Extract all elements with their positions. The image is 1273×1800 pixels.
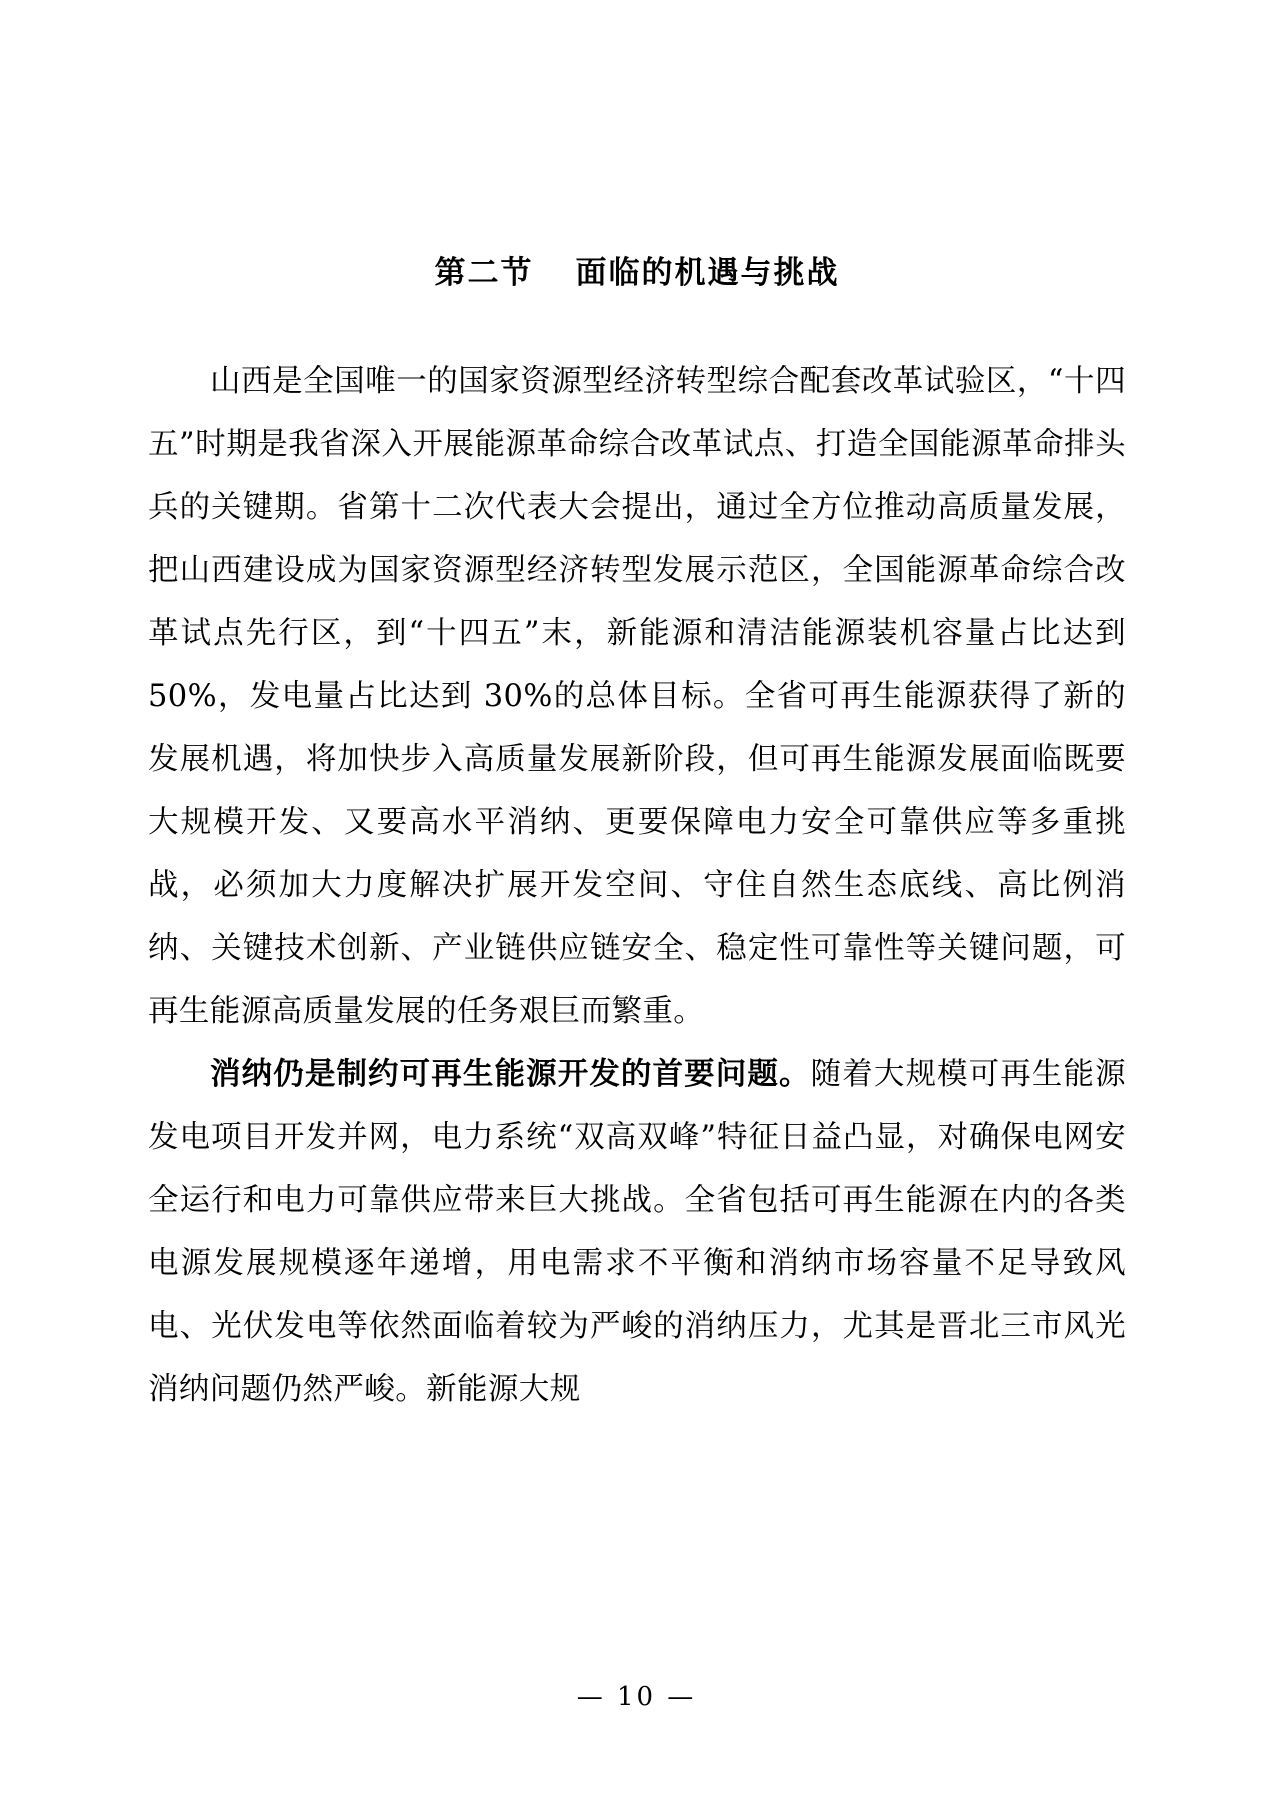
page-number: — 10 — [576, 1682, 697, 1712]
consumption-paragraph [148, 1043, 1126, 1421]
consumption-paragraph-text: 随着大规模可再生能源发电项目开发并网，电力系统“双高双峰”特征日益凸显，对确保电网安全运行和电力可靠供应带来巨大挑战。全省包括可再生能源在内的各类电源发展规模逐年递增，用电需求不平衡和消纳市场容量不足导致风电、光伏发电等依然面临着较为严峻的消纳压力，尤其是晋北三市风光消纳问题仍然严峻。新能源大规 [148, 1057, 1127, 1408]
page-content [148, 0, 1126, 1421]
section-heading-label: 第二节 [434, 255, 534, 291]
section-heading-title: 面临的机遇与挑战 [575, 255, 840, 291]
page-footer [0, 1682, 1273, 1712]
section-heading [148, 255, 1126, 292]
consumption-paragraph-lead: 消纳仍是制约可再生能源开发的首要问题。 [210, 1056, 811, 1093]
opportunities-paragraph: 山西是全国唯一的国家资源型经济转型综合配套改革试验区，“十四五”时期是我省深入开展能源革命综合改革试点、打造全国能源革命排头兵的关键期。省第十二次代表大会提出，通过全方位推动高质量发展，把山西建设成为国家资源型经济转型发展示范区，全国能源革命综合改革试点先行区，到“十四五”末，新能源和清洁能源装机容量占比达到 50%，发电量占比达到 30%的总体目标。全省可再生能源获得了新的发展机遇，将加快步入高质量发展新阶段，但可再生能源发展面临既要大规模开发、又要高水平消纳、更要保障电力安全可靠供应等多重挑战，必须加大力度解决扩展开发空间、守住自然生态底线、高比例消纳、关键技术创新、产业链供应链安全、稳定性可靠性等关键问题，可再生能源高质量发展的任务艰巨而繁重。 [148, 364, 1126, 1030]
